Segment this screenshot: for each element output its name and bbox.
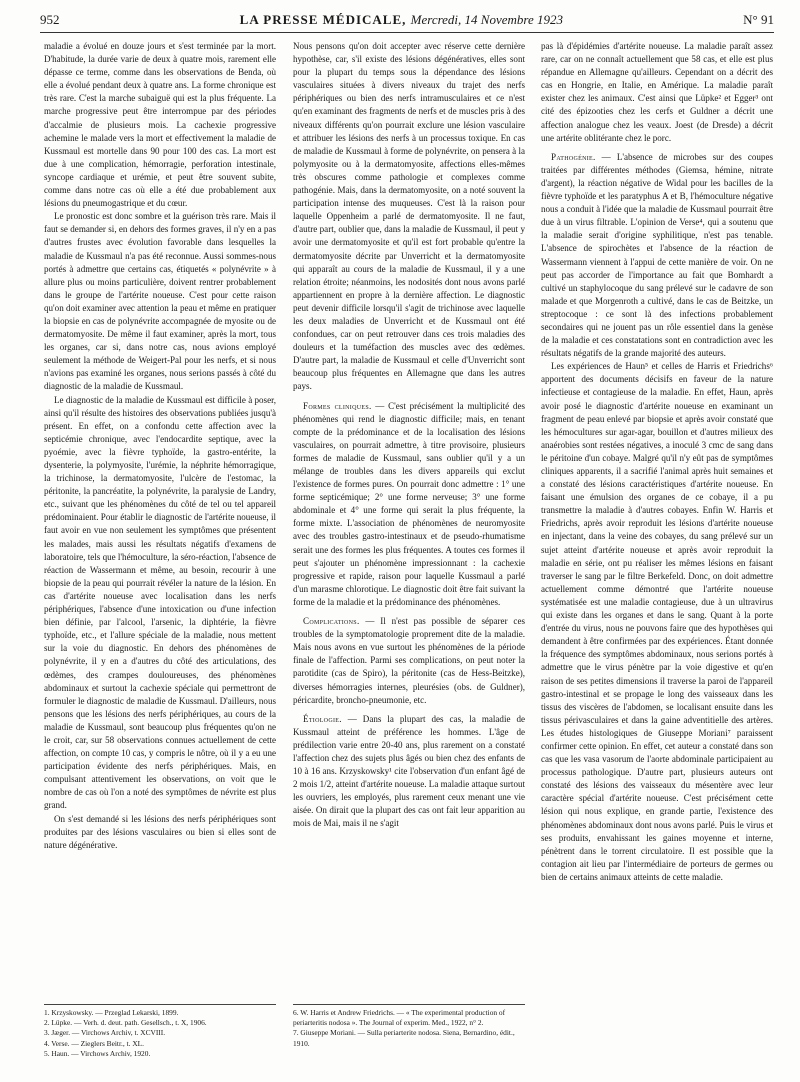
footnote: 1. Krzyskowsky. — Przeglad Lekarski, 1899. [44, 1008, 179, 1017]
issue-date: Mercredi, 14 Novembre 1923 [410, 12, 563, 27]
paragraph: Il n'est pas possible de séparer ces troubles de la symptomatologie proprement dite de la maladie. Mais nous avons en vue surtout les phénomènes de la période finale de l'affection. Parmi ses complications, on peut noter la parotidite (cas de Spiro), la péritonite (cas de Hess-Beitzke), diverses hémorragies internes, pleurésies (obs. de Guldner), péricardite, broncho-pneumonie, etc. [293, 616, 525, 705]
journal-title [240, 12, 563, 28]
section-complications: Complications. — Il n'est pas possible de séparer ces troubles de la symptomatologie proprement dite de la maladie. Mais nous avons en vue surtout les phénomènes de la période finale de l'affection. Parmi ses complications, on peut noter la parotidite (cas de Spiro), la péritonite (cas de Hess-Beitzke), diverses hémorragies internes, pleurésies (obs. de Guldner), péricardite, broncho-pneumonie, etc. [293, 616, 525, 705]
paragraph: Le diagnostic de la maladie de Kussmaul est difficile à poser, ainsi qu'il résulte des histoires des observations publiées jusqu'à présent. En effet, on a confondu cette affection avec la septicémie chronique, avec l'endocardite septique, avec la pyoémie, avec la fièvre typhoïde, la gastro-entérite, la dysenterie, la polymyosite, l'urémie, la néphrite hémorragique, la trichinose, la dermatomyosite, l'ulcère de l'estomac, la péritonite, la pancréatite, la polynévrite, la paralysie de Landry, etc., suivant que les phénomènes du côté de tel ou tel appareil prédominaient. Pour établir le diagnostic de l'artérite noueuse, il faut avoir en vue non seulement les symptômes que présentent les malades, mais aussi les résultats négatifs d'examens de laboratoire, tels que l'hémoculture, la séro-réaction, l'absence de réaction de Wassermann et même, au besoin, recourir à une biopsie de la peau qui pourrait révéler la nature de la lésion. En cas d'artérite noueuse avec localisation dans les nerfs périphériques, l'absence d'une intoxication ou d'une infection bien définie, par l'alcool, l'arsenic, la diphtérie, la fièvre typhoïde, etc., et l'allure spéciale de la maladie, nous mettent sur la voie du diagnostic. En dehors des phénomènes de polynévrite, il y en a d'autres du côté des articulations, des œdèmes, des crampes douloureuses, des phénomènes abdominaux et surtout la cachexie spéciale qui permettront de formuler le diagnostic de maladie de Kussmaul. D'ailleurs, nous pensons que les lésions des nerfs périphériques, au cours de la maladie de Kussmaul, sont beaucoup plus fréquentes qu'on ne le croit, car, sur 58 observations connues actuellement de cette affection, on compte 10 cas, y compris le nôtre, où il y a eu une participation évidente des nerfs périphériques. Mais, en compulsant attentivement les observations, on voit que le nombre de cas où l'on a noté des symptômes de névrite est plus grand. [44, 394, 276, 811]
paragraph: On s'est demandé si les lésions des nerfs périphériques sont produites par des lésions vasculaires ou bien si elles sont de nature dégénérative. [44, 813, 276, 850]
section-pathogenie: Pathogénie. — L'absence de microbes sur des coupes traitées par différentes méthodes (Giemsa, hémine, nitrate d'argent), la réaction négative de Widal pour les bacilles de la fièvre typhoïde et les paratyphus A et B, l'hémoculture négative nous a conduit à l'idée que la maladie de Kussmaul pourrait être due à un virus filtrable. L'opinion de Verse⁴, qui a soutenu que la maladie serait d'origine syphilitique, n'est pas tenable. L'absence de spirochètes et l'absence de la réaction de Wassermann viennent à l'appui de cette manière de voir. On ne peut pas accorder de l'importance au fait que Bomhardt a cultivé un staphylocoque du sang prélevé sur le cadavre de son malade et que Morgenroth a cultivé, dans le cas de Beitzke, un streptocoque : ce sont là des infections probablement secondaires qui ne jouent pas un rôle essentiel dans la genèse de la maladie et ces constatations sont en contradiction avec les résultats négatifs de la grande majorité des auteurs. [541, 151, 773, 359]
paragraph: Le pronostic est donc sombre et la guérison très rare. Mais il faut se demander si, en dehors des formes graves, il n'y en a pas d'autres frustes avec évolution favorable dans lesquelles la maladie de Kussmaul n'a pas été reconnue. Aussi sommes-nous portés à admettre que certains cas, étiquetés « polynévrite » à allure plus ou moins particulière, doivent rentrer probablement dans le groupe de l'artérite noueuse. C'est pour cette raison qu'on doit examiner avec attention la peau et même en pratiquer la biopsie en cas de polynévrite accompagnée de myosite ou de dermatomyosite. De même il faut examiner, après la mort, tous les organes, car si, dans notre cas, nous avions employé seulement la méthode de Weigert-Pal pour les nerfs, et si nous n'avions pas examiné les organes, nous serions passés à côté du diagnostic de la maladie de Kussmaul. [44, 211, 276, 392]
column-1 [44, 40, 276, 1076]
footnote: 6. W. Harris et Andrew Friedrichs. — « The experimental production of periarteritis nodosa ». The Journal of experim. Med., 1922, n° 2. [293, 1008, 506, 1028]
footnote: 5. Haun. — Virchows Archiv, 1920. [44, 1048, 151, 1058]
paragraph: Dans la plupart des cas, la maladie de Kussmaul atteint de préférence les hommes. L'âge de prédilection varie entre 20-40 ans, plus rarement on a constaté l'affection chez des sujets plus âgés ou bien chez des enfants de 10 à 16 ans. Krzyskowsky¹ cite l'observation d'un enfant âgé de 2 mois 1/2, atteint d'artérite noueuse. La maladie attaque surtout les ouvriers, les employés, plus rarement ceux menant une vie aisée. On dirait que la plupart des cas ont fait leur apparition au mois de Mai, mais il ne s'agit [293, 713, 526, 829]
paragraph: maladie a évolué en douze jours et s'est terminée par la mort. D'habitude, la durée varie de deux à quatre mois, rarement elle dépasse ce terme, comme dans les observations de Benda, où elle a évolué pendant deux à quatre ans. La forme chronique est très rare. C'est la marche subaiguë qui est la plus fréquente. La marche progressive peut être interrompue par des périodes d'accalmie de plusieurs mois. La cachexie progressive achemine le malade vers la mort et effectivement la maladie de Kussmaul est mortelle dans 90 pour 100 des cas. La mort est due à une complication, hémorragie, perforation intestinale, syncope cardiaque et urémie, et peut être souvent subite, comme dans notre cas où elle a été due probablement aux lésions du pneumogastrique et du cœur. [44, 41, 276, 209]
section-etiologie: Étiologie. — Dans la plupart des cas, la maladie de Kussmaul atteint de préférence les hommes. L'âge de prédilection varie entre 20-40 ans, plus rarement on a constaté l'affection chez des sujets plus âgés ou bien chez des enfants de 10 à 16 ans. Krzyskowsky¹ cite l'observation d'un enfant âgé de 2 mois 1/2, atteint d'artérite noueuse. La maladie attaque surtout les ouvriers, les employés, plus rarement ceux menant une vie aisée. On dirait que la plupart des cas ont fait leur apparition au mois de Mai, mais il ne s'agit [293, 713, 526, 829]
issue-number: N° 91 [743, 12, 774, 27]
section-heading: Formes cliniques. [303, 400, 372, 411]
section-heading: Complications. [303, 616, 360, 627]
section-heading: Pathogénie. [551, 151, 596, 162]
paragraph: Les expériences de Haun⁵ et celles de Harris et Friedrichs⁶ apportent des documents décisifs en faveur de la nature infectieuse et contagieuse de la maladie. En effet, Haun, après avoir posé le diagnostic d'artérite noueuse en examinant un fragment de peau enlevé par biopsie et après avoir constaté que les hémocultures sur agar-agar, bouillon et d'autres milieux des anaérobies sont restées négatives, a inoculé 3 cmc de sang dans le péritoine d'un cobaye. Malgré qu'il n'y eût pas de symptômes cliniques apparents, il a sacrifié l'animal après huit semaines et a constaté des lésions caractéristiques d'artérite noueuse. En faisant une émulsion des organes de ce cobaye, il a pu transmettre la maladie à d'autres cobayes. Enfin W. Harris et Friedrichs, après avoir reproduit les lésions d'artérite noueuse en injectant, dans la veine des cobayes, du sang prélevé sur un sujet atteint d'artérite noueuse et après avoir reproduit la maladie en série, ont pu réaliser les mêmes lésions en faisant traverser le sang par le filtre Berkefeld. Donc, on doit admettre actuellement comme démontré que l'artérite noueuse systématisée est une maladie contagieuse, due à un ultravirus qui existe dans les organes et dans le sang. Quant à la porte d'entrée du virus, nous ne pouvons faire que des hypothèses qui demandent à être confirmées par des expériences. Étant donnée la fréquence des symptômes abdominaux, nous serions portés à admettre que le virus pénètre par la voie digestive et qu'en raison de ses petites dimensions il traverse la paroi de l'appareil gastro-intestinal et se propage le long des vaisseaux dans les tissus des viscères de l'abdomen, se localisant ensuite dans les tissus périvasculaires et dans la gaine adventitielle des artères. Les études histologiques de Giuseppe Moriani⁷ paraissent confirmer cette opinion. En effet, cet auteur a constaté dans son cas que les vasa vasorum de l'aorte abdominale participaient au processus pathologique. D'autre part, plusieurs auteurs ont constaté des lésions des vaisseaux du mésentère avec leur caractère spécial d'artérite noueuse. C'est précisément cette lésion qui nous explique, en grande partie, l'existence des phénomènes abdominaux dont nous avons parlé. Puis le virus et ses produits, envahissant les gaines moyenne et interne, pénètrent dans le torrent circulatoire. Il est possible que la contagion ait lieu par l'intermédiaire de porteurs de germes ou bien de certains animaux atteints de cette maladie. [541, 361, 773, 882]
footnotes [293, 1004, 525, 1049]
section-heading: Étiologie. [303, 713, 342, 724]
footnotes [44, 1004, 276, 1059]
paragraph: L'absence de microbes sur des coupes traitées par différentes méthodes (Giemsa, hémine, nitrate d'argent), la réaction négative de Widal pour les bacilles de la fièvre typhoïde et les paratyphus A et B, l'hémoculture négative nous a conduit à l'idée que la maladie de Kussmaul pourrait être due à un virus filtrable. L'opinion de Verse⁴, qui a soutenu que la maladie serait d'origine syphilitique, n'est pas tenable. L'absence de spirochètes et l'absence de la réaction de Wassermann viennent à l'appui de cette manière de voir. On ne peut pas accorder de l'importance au fait que Bomhardt a cultivé un staphylocoque du sang prélevé sur le cadavre de son malade et que Morgenroth a cultivé, dans le cas de Beitzke, un streptocoque : ce sont là des infections probablement secondaires qui ne jouent pas un rôle essentiel dans la genèse de la maladie et ces constatations sont en contradiction avec les résultats négatifs de la grande majorité des auteurs. [541, 151, 773, 359]
journal-name: LA PRESSE MÉDICALE, [239, 12, 407, 27]
footnote: 3. Jæger. — Virchows Archiv, t. XCVIII. [44, 1028, 166, 1038]
page-header [40, 12, 774, 33]
column-2 [293, 40, 525, 1076]
paragraph: C'est précisément la multiplicité des phénomènes qui rend le diagnostic difficile; mais, en tenant compte de la prédominance et de la localisation des lésions vasculaires, on pourrait admettre, à titre provisoire, plusieurs formes de maladie de Kussmaul, sans oublier qu'il y a un mélange de troubles dans les divers appareils qui exclut l'existence de formes pures. On pourrait donc admettre : 1° une forme septicémique; 2° une forme nerveuse; 3° une forme abdominale et 4° une forme qui serait la plus fréquente, la forme mixte. L'association de phénomènes de neuromyosite avec des troubles gastro-intestinaux et de pseudo-rhumatisme serait une des formes les plus fréquentes. A toutes ces formes il peut s'ajouter un phénomène impressionnant : la cachexie progressive et rapide, raison pour laquelle Kussmaul a parlé d'un marasme chlorotique. Le diagnostic doit être fait suivant la forme de la maladie et la prédominance des phénomènes. [293, 400, 525, 607]
footnote: 4. Verse. — Zieglers Beitr., t. XL. [44, 1038, 145, 1048]
paragraph: pas là d'épidémies d'artérite noueuse. La maladie paraît assez rare, car on ne connaît actuellement que 58 cas, et elle est plus répandue en Allemagne qu'ailleurs. Cependant on a décrit des cas en Hongrie, en Italie, en Amérique. La maladie paraît exister chez les animaux. C'est ainsi que Lüpke² et Egger³ ont cité des épizooties chez les cerfs et Guldner a décrit une affection analogue chez les veaux. Joest (de Dresde) a décrit une artérite oblitérante chez le porc. [541, 41, 773, 143]
footnote: 7. Giuseppe Moriani. — Sulla periarterite nodosa. Siena, Bernardino, édit., 1910. [293, 1028, 515, 1048]
section-formes: Formes cliniques. — C'est précisément la multiplicité des phénomènes qui rend le diagnostic difficile; mais, en tenant compte de la prédominance et de la localisation des lésions vasculaires, on pourrait admettre, à titre provisoire, plusieurs formes de maladie de Kussmaul, sans oublier qu'il y a un mélange de troubles dans les divers appareils qui exclut l'existence de formes pures. On pourrait donc admettre : 1° une forme septicémique; 2° une forme nerveuse; 3° une forme abdominale et 4° une forme qui serait la plus fréquente, la forme mixte. L'association de phénomènes de neuromyosite avec des troubles gastro-intestinaux et de pseudo-rhumatisme serait une des formes les plus fréquentes. A toutes ces formes il peut s'ajouter un phénomène impressionnant : la cachexie progressive et rapide, raison pour laquelle Kussmaul a parlé d'un marasme chlorotique. Le diagnostic doit être fait suivant la forme de la maladie et la prédominance des phénomènes. [293, 400, 525, 607]
column-3 [541, 40, 773, 1076]
footnote: 2. Lüpke. — Verh. d. deut. path. Gesellsch., t. X, 1906. [44, 1018, 207, 1028]
paragraph: Nous pensons qu'on doit accepter avec réserve cette dernière hypothèse, car, s'il existe des lésions dégénératives, elles sont pour la plupart du temps sous la dépendance des lésions vasculaires situées à divers niveaux du trajet des nerfs périphériques ou bien des nerfs intramusculaires et ce n'est qu'en examinant des fragments de nerfs et de muscles pris à des niveaux différents qu'on pourrait exclure une lésion vasculaire et attribuer les lésions des nerfs à un processus toxique. En cas de maladie de Kussmaul à forme de polynévrite, on pensera à la polymyosite ou à la dermatomyosite, affections elles-mêmes très obscures comme pathologie et complexes comme pathogénie. Mais, dans la dermatomyosite, on a noté souvent la participation intense des muqueuses. C'est là la raison pour laquelle Oppenheim a parlé de dermatomyosite. Il ne faut, d'autre part, oublier que, dans la maladie de Kussmaul, il peut y avoir une dermatomyosite et qu'il est fort probable qu'entre la dermatomyosite décrite par Unverricht et la dermatomyosite qui apparaît au cours de la maladie de Kussmaul, il y a une relation étroite; néanmoins, les nodosités dont nous avons parlé appartiennent en propre à la dernière affection. Le diagnostic peut devenir difficile lorsqu'il s'agit de trichinose avec laquelle les deux maladies de Unverricht et de Kussmaul ont été confondues, car on peut retrouver dans ces trois maladies des douleurs et la tuméfaction des muscles avec des œdèmes. D'autre part, la maladie de Kussmaul et celle d'Unverricht sont beaucoup plus fréquentes en Allemagne que dans les autres pays. [293, 41, 525, 392]
page-number: 952 [40, 12, 60, 27]
